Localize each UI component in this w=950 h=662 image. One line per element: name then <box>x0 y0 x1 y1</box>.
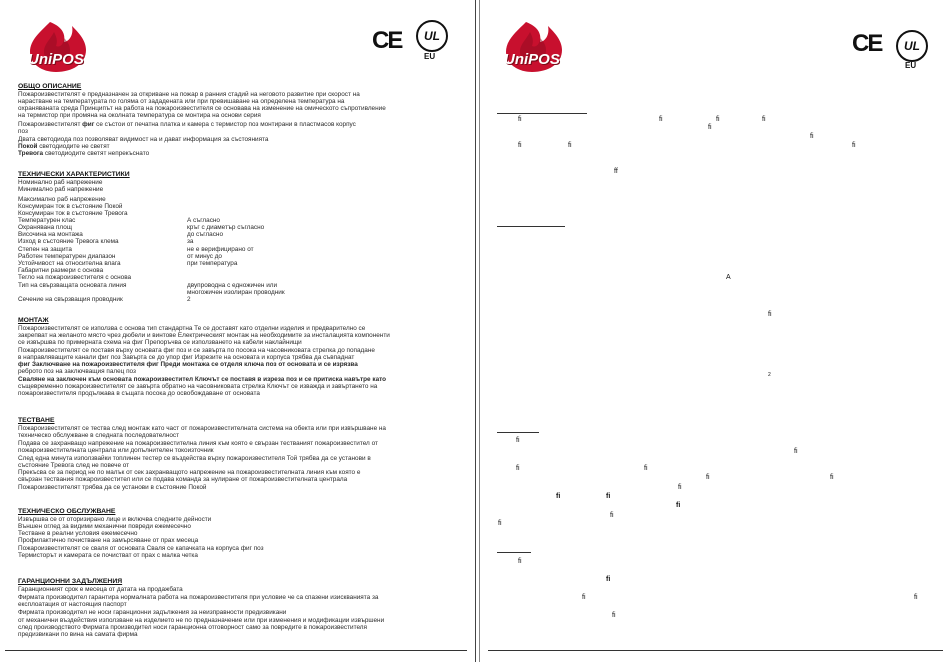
mount-line: реброто поз на заключващия палец поз <box>18 368 136 375</box>
tech-label: Изход в състояние Тревога клема <box>18 238 119 245</box>
tech-value: от минус до <box>187 253 222 260</box>
state-alarm <box>18 150 149 157</box>
service-heading: ТЕХНИЧЕСКО ОБСЛУЖВАНЕ <box>18 508 116 515</box>
ligature-glyph: fi <box>568 142 572 149</box>
tech-label: Максимално раб напрежение <box>18 196 106 203</box>
tech-label: Габаритни размери с основа <box>18 267 104 274</box>
service-line: Външен оглед за видими механични повреди ежемесечно <box>18 523 191 530</box>
warranty-line: експлоатация от настоящия паспорт <box>18 601 127 608</box>
section-rule <box>497 113 587 114</box>
ligature-glyph: fi <box>706 474 710 481</box>
ligature-glyph: fi <box>582 594 586 601</box>
ligature-glyph: fi <box>852 142 856 149</box>
general-text: Пожароизвестителят <box>18 121 83 128</box>
mount-line: Пожароизвестителят се поставя върху основата фиг поз и се завърта по посока на часовниковата стрелка до попадане <box>18 347 375 354</box>
ligature-glyph: fi <box>606 493 611 500</box>
general-line: охраняваната среда Принципът на работа на пожароизвестителя се основава на изменение на омическото съпротивление <box>18 105 386 112</box>
mount-line: Пожароизвестителят се използва с основа тип стандартна Те се доставят като отделни изделия и предварително се <box>18 325 366 332</box>
ligature-glyph: fi <box>676 502 681 509</box>
tech-value: многожичен изолиран проводник <box>187 289 285 296</box>
left-footer-rule <box>5 650 467 651</box>
section-rule <box>497 226 565 227</box>
tech-label: Температурен клас <box>18 217 76 224</box>
ligature-glyph: fi <box>516 465 520 472</box>
mount-line: същевременно пожароизвестителят се завърта обратно на часовниковата стрелка Ключът се изважда и завъртането на <box>18 383 378 390</box>
general-line: нарастване на температурата по голяма от зададената или при превишаване на определена температура на <box>18 98 345 105</box>
brand-wordmark: UniPOS <box>28 51 84 68</box>
ul-mark-label: UL <box>904 39 920 53</box>
ligature-glyph: fi <box>914 594 918 601</box>
ul-mark-icon <box>896 30 928 62</box>
ligature-glyph: ff <box>614 168 618 175</box>
tech-value: 2 <box>187 296 191 303</box>
tech-value: кръг с диаметър съгласно <box>187 224 265 231</box>
section-rule <box>497 432 539 433</box>
flame-logo-icon <box>20 18 98 78</box>
ligature-glyph: fi <box>516 437 520 444</box>
mount-line: Сваляне на заключен към основата пожароизвестител Ключът се поставя в изреза поз и се притиска навътре като <box>18 376 387 383</box>
general-line: поз <box>18 128 28 135</box>
ligature-glyph: fi <box>518 558 522 565</box>
warranty-line: Фирмата производител гарантира нормалната работа на пожароизвестителя при условие че са спазени изискванията за <box>18 594 379 601</box>
state-text: светодиодите светят непрекъснато <box>43 150 150 157</box>
general-text: се състои от печатна платка и камера с термистор поз монтирани в пластмасов корпус <box>94 121 356 128</box>
right-footer-rule <box>488 650 943 651</box>
ligature-glyph: fi <box>810 133 814 140</box>
test-line: Пожароизвестителят се тества след монтаж като част от пожароизвестителната система на обекта или при извършване на <box>18 425 386 432</box>
ligature-glyph: fi <box>768 311 772 318</box>
mount-line: в направляващите канали фиг поз Завърта се до упор фиг Изрезите на основата и корпуса трябва да съвпаднат <box>18 354 355 361</box>
tech-value: при температура <box>187 260 238 267</box>
ligature-glyph: fi <box>644 465 648 472</box>
fig-ref: фиг <box>82 121 95 128</box>
service-line: Пожароизвестителят се сваля от основата Сваля се капачката на корпуса фиг поз <box>18 545 264 552</box>
page-divider-inner <box>479 0 480 662</box>
test-line: Прекъсва се за период не по малък от сек захранващото напрежение на пожароизвестителната линия към която е <box>18 469 361 476</box>
warranty-line: след производството Фирмата производител носи гаранционна отговорност само за повредите в пожароизвестителя <box>18 624 367 631</box>
tech-label: Степен на защита <box>18 246 72 253</box>
warranty-line: Гаранционният срок е месеца от датата на продажбата <box>18 586 183 593</box>
ligature-glyph: fi <box>610 512 614 519</box>
test-line: състояние Тревога след не повече от <box>18 462 130 469</box>
test-line: След една минута използвайки топлинен тестер се въздейства върху пожароизвестителя Той трябва да се установи в <box>18 455 371 462</box>
tech-label: Минимално раб напрежение <box>18 186 104 193</box>
mount-line: фиг Заключване на пожароизвестителя фиг Преди монтажа се отделя ключа поз от основата и се изрязва <box>18 361 358 368</box>
general-line: на термистор при промяна на околната температура се монтира на основи серия <box>18 112 261 119</box>
test-line: Подава се захранващо напрежение на пожароизвестителна линия към която е свързан тестваният пожароизвестител от <box>18 440 378 447</box>
test-heading: ТЕСТВАНЕ <box>18 417 55 424</box>
service-line: Профилактично почистване на замърсяване от прах месеца <box>18 537 199 544</box>
tech-label: Устойчивост на относителна влага <box>18 260 121 267</box>
state-label: Покой <box>18 143 38 150</box>
unipos-logo-right <box>496 18 574 78</box>
tech-label: Номинално раб напрежение <box>18 179 103 186</box>
ul-mark-icon <box>416 20 448 52</box>
warranty-line: предизвикани по вина на самата фирма <box>18 631 138 638</box>
ligature-glyph: fi <box>518 142 522 149</box>
warranty-line: Фирмата производител не носи гаранционни задължения за неизправности предизвикани <box>18 609 287 616</box>
ligature-glyph: fi <box>612 612 616 619</box>
ul-eu-label: EU <box>905 61 917 70</box>
general-heading: ОБЩО ОПИСАНИЕ <box>18 83 82 90</box>
ligature-glyph: fi <box>518 116 522 123</box>
tech-value: не е верифицирано от <box>187 246 254 253</box>
ce-mark-icon: CE <box>852 30 882 57</box>
tech-heading: ТЕХНИЧЕСКИ ХАРАКТЕРИСТИКИ <box>18 171 130 178</box>
warranty-heading: ГАРАНЦИОННИ ЗАДЪЛЖЕНИЯ <box>18 578 123 585</box>
tech-label: Височина на монтажа <box>18 231 83 238</box>
tech-label: Консумиран ток в състояние Покой <box>18 203 123 210</box>
ligature-glyph: fi <box>794 448 798 455</box>
ligature-glyph: 2 <box>768 372 771 378</box>
tech-label: Тегло на пожароизвестителя с основа <box>18 274 132 281</box>
ul-eu-label: EU <box>424 52 436 61</box>
ul-mark-label: UL <box>424 29 440 43</box>
unipos-logo <box>20 18 98 78</box>
general-line: Двата светодиода поз позволяват видимост на и дават информация за състоянията <box>18 136 269 143</box>
test-line: техническо обслужване в следната последователност <box>18 432 180 439</box>
ligature-glyph: fi <box>606 576 611 583</box>
ligature-glyph: fi <box>498 520 502 527</box>
general-line: Пожароизвестителят е предназначен за откриване на пожар в ранния стадий на неговото развитие при скорост на <box>18 91 360 98</box>
service-line: Извършва се от оторизирано лице и включва следните дейности <box>18 516 212 523</box>
tech-label: Работен температурен диапазон <box>18 253 116 260</box>
ligature-glyph: fi <box>830 474 834 481</box>
ligature-glyph: fi <box>678 484 682 491</box>
section-rule <box>497 552 531 553</box>
tech-label: Тип на свързващата основата линия <box>18 282 127 289</box>
ligature-glyph: fi <box>762 116 766 123</box>
test-line: Пожароизвестителят трябва да се установи в състояние Покой <box>18 484 207 491</box>
state-label: Тревога <box>18 150 44 157</box>
ce-mark-icon: CE <box>372 27 402 54</box>
test-line: пожароизвестителната централа или допълнителен токоизточник <box>18 447 214 454</box>
tech-value: за <box>187 238 194 245</box>
tech-label: Консумиран ток в състояние Тревога <box>18 210 128 217</box>
tech-label: Сечение на свързващия проводник <box>18 296 123 303</box>
service-line: Тестване в реални условия ежемесечно <box>18 530 138 537</box>
mount-line: закрепват на желаното място чрез дюбели и винтове Електрическият монтаж на необходимите за инсталацията компоненти <box>18 332 390 339</box>
state-text: светодиодите не светят <box>37 143 110 150</box>
warranty-line: от механични въздействия използване на изделието не по предназначение или при изменения и модификации извършени <box>18 617 385 624</box>
ligature-glyph: fi <box>659 116 663 123</box>
tech-value: до съгласно <box>187 231 224 238</box>
page-divider <box>475 0 476 662</box>
tech-value: А съгласно <box>187 217 220 224</box>
tech-value: двупроводна с едножичен или <box>187 282 278 289</box>
ligature-glyph: fi <box>708 124 712 131</box>
mount-line: пожароизвестителя продължава в същата посока до освобождаване от основата <box>18 390 260 397</box>
general-line <box>18 121 356 128</box>
mount-heading: МОНТАЖ <box>18 317 49 324</box>
mount-line: се извършва по примерната схема на фиг Препоръчва се използването на кабели наклайнищи <box>18 339 302 346</box>
test-line: свързан тествания пожароизвестител или се подава команда за нулиране от пожароизвестителната централа <box>18 476 348 483</box>
flame-logo-icon <box>496 18 574 78</box>
ligature-glyph: A <box>726 274 731 281</box>
ligature-glyph: fi <box>716 116 720 123</box>
service-line: Термисторът и камерата се почистват от прах с малка четка <box>18 552 198 559</box>
tech-label: Охранявана площ <box>18 224 73 231</box>
brand-wordmark: UniPOS <box>504 51 560 68</box>
ligature-glyph: fi <box>556 493 561 500</box>
